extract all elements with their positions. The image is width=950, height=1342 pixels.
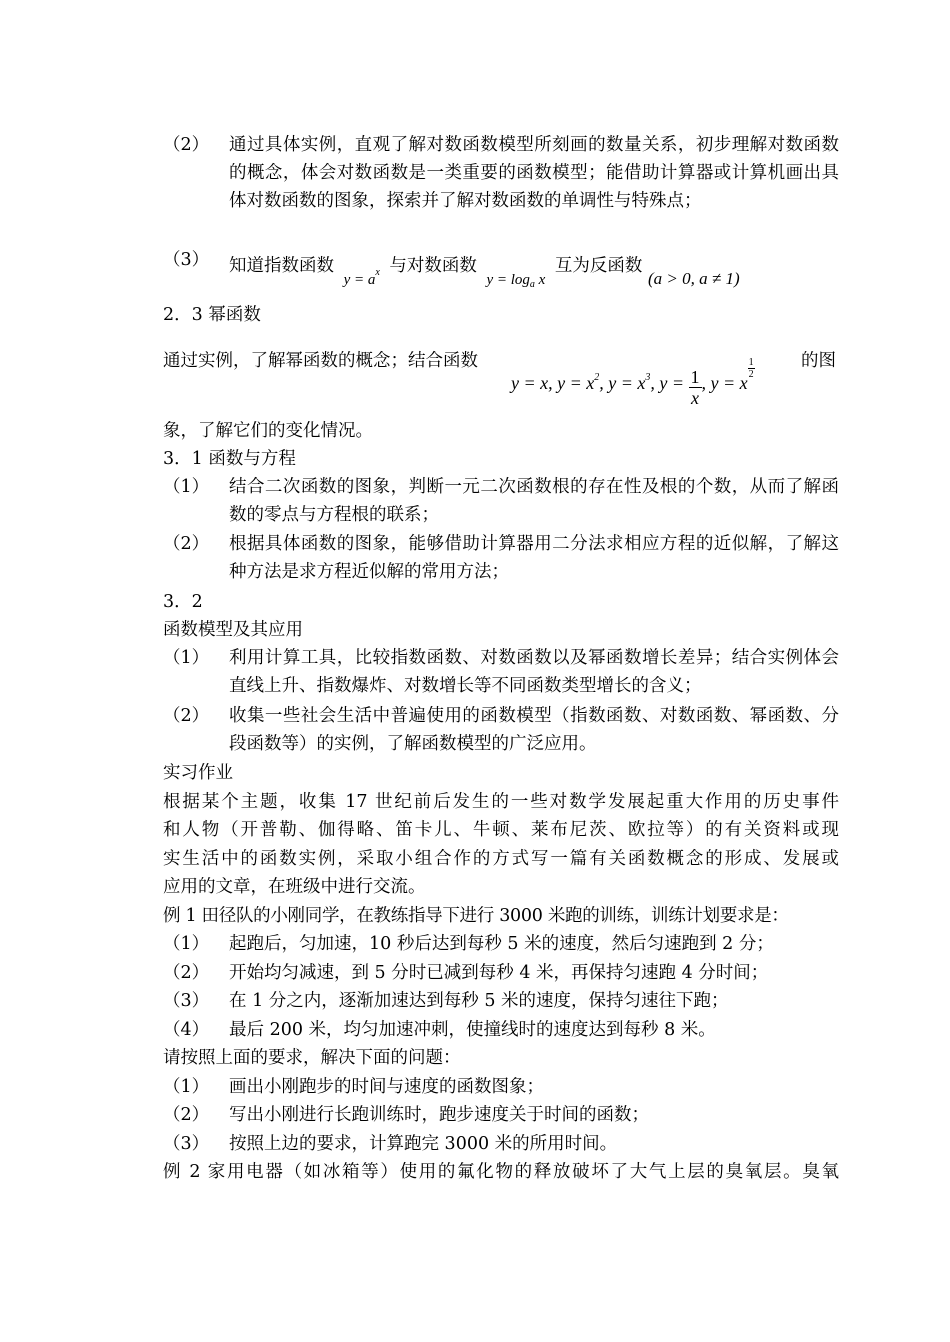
model-item-2 xyxy=(163,702,839,758)
item-number: （1） xyxy=(163,934,210,954)
section-heading: 3．1 函数与方程 xyxy=(163,449,296,469)
intro-text: 的图 xyxy=(801,351,836,371)
section-heading: 2．3 幂函数 xyxy=(163,305,261,325)
power-intro-line xyxy=(163,347,839,409)
log-item-3 xyxy=(163,246,839,290)
practice-line: 应用的文章，在班级中进行交流。 xyxy=(163,877,426,897)
practice-line: 实生活中的函数实例，采取小组合作的方式写一篇有关函数概念的形成、发展或 xyxy=(163,849,839,869)
equation-item-2 xyxy=(163,530,839,586)
practice-line: 和人物（开普勒、伽得略、笛卡儿、牛顿、莱布尼茨、欧拉等）的有关资料或现 xyxy=(163,820,839,840)
item-number: （3） xyxy=(163,250,210,270)
question-intro: 请按照上面的要求，解决下面的问题： xyxy=(163,1048,461,1068)
practice-heading: 实习作业 xyxy=(163,763,233,783)
question-item xyxy=(163,1130,839,1158)
log-formula: $y = \log_a x$ xyxy=(486,272,546,290)
item-text: 写出小刚进行长跑训练时，跑步速度关于时间的函数； xyxy=(229,1105,649,1125)
item-text: 起跑后，匀加速，10 秒后达到每秒 5 米的速度，然后匀速跑到 2 分； xyxy=(229,934,774,954)
item-number: （2） xyxy=(163,534,210,554)
question-item xyxy=(163,1073,839,1101)
item-number: （3） xyxy=(163,1134,210,1154)
item-text: 画出小刚跑步的时间与速度的函数图象； xyxy=(229,1077,544,1097)
power-intro-line-2: 象，了解它们的变化情况。 xyxy=(163,421,373,441)
log-item-2 xyxy=(163,131,839,215)
requirement-item xyxy=(163,959,839,987)
item-number: （4） xyxy=(163,1020,210,1040)
intro-text: 通过实例，了解幂函数的概念；结合函数 xyxy=(163,351,478,371)
item-text: 开始均匀减速，到 5 分时已减到每秒 4 米，再保持匀速跑 4 分时间； xyxy=(229,963,769,983)
condition-formula: (a > 0, a ≠ 1) xyxy=(648,269,740,288)
example-2-intro: 例 2 家用电器（如冰箱等）使用的氟化物的释放破坏了大气上层的臭氧层。臭氧 xyxy=(163,1162,839,1182)
item-number: （2） xyxy=(163,706,210,726)
item-number: （1） xyxy=(163,477,210,497)
item-number: （1） xyxy=(163,648,210,668)
item-text: 按照上边的要求，计算跑完 3000 米的所用时间。 xyxy=(229,1134,618,1154)
requirement-item xyxy=(163,987,839,1015)
requirement-item xyxy=(163,1016,839,1044)
practice-line: 根据某个主题，收集 17 世纪前后发生的一些对数学发展起重大作用的历史事件 xyxy=(163,792,839,812)
example-1-intro: 例 1 田径队的小刚同学，在教练指导下进行 3000 米跑的训练，训练计划要求是： xyxy=(163,906,789,926)
item-number: （2） xyxy=(163,963,210,983)
item-text: 通过具体实例，直观了解对数函数模型所刻画的数量关系，初步理解对数函数的概念，体会对数函数是一类重要的函数模型；能借助计算器或计算机画出具体对数函数的图象，探索并了解对数函数的单调性与特殊点； xyxy=(229,135,839,211)
item-text: 知道指数函数 xyxy=(229,256,334,276)
item-number: （1） xyxy=(163,1077,210,1097)
section-number: 3．2 xyxy=(163,592,203,612)
power-functions-formula: y = x, $y = x^2$, $y = x^3$, y = $\frac{1}{x}$ , y = x $\frac{1}{2}$ xyxy=(511,357,754,409)
item-text: 利用计算工具，比较指数函数、对数函数以及幂函数增长差异；结合实例体会直线上升、指数爆炸、对数增长等不同函数类型增长的含义； xyxy=(229,648,839,696)
item-text: 根据具体函数的图象，能够借助计算器用二分法求相应方程的近似解，了解这种方法是求方程近似解的常用方法； xyxy=(229,534,839,582)
item-text: 互为反函数 xyxy=(554,256,643,276)
question-item xyxy=(163,1101,839,1129)
item-number: （2） xyxy=(163,135,210,155)
item-number: （3） xyxy=(163,991,210,1011)
equation-item-1 xyxy=(163,473,839,529)
item-text: 收集一些社会生活中普遍使用的函数模型（指数函数、对数函数、幂函数、分段函数等）的实例，了解函数模型的广泛应用。 xyxy=(229,706,839,754)
item-3-content xyxy=(229,246,740,290)
item-text: 与对数函数 xyxy=(389,256,477,276)
item-text: 结合二次函数的图象，判断一元二次函数根的存在性及根的个数，从而了解函数的零点与方程根的联系； xyxy=(229,477,839,525)
exp-formula: $y = a^x$ xyxy=(343,267,380,288)
section-heading: 函数模型及其应用 xyxy=(163,620,303,640)
item-number: （2） xyxy=(163,1105,210,1125)
item-text: 在 1 分之内，逐渐加速达到每秒 5 米的速度，保持匀速往下跑； xyxy=(229,991,729,1011)
requirement-item xyxy=(163,930,839,958)
model-item-1 xyxy=(163,644,839,700)
item-text: 最后 200 米，均匀加速冲刺，使撞线时的速度达到每秒 8 米。 xyxy=(229,1020,716,1040)
